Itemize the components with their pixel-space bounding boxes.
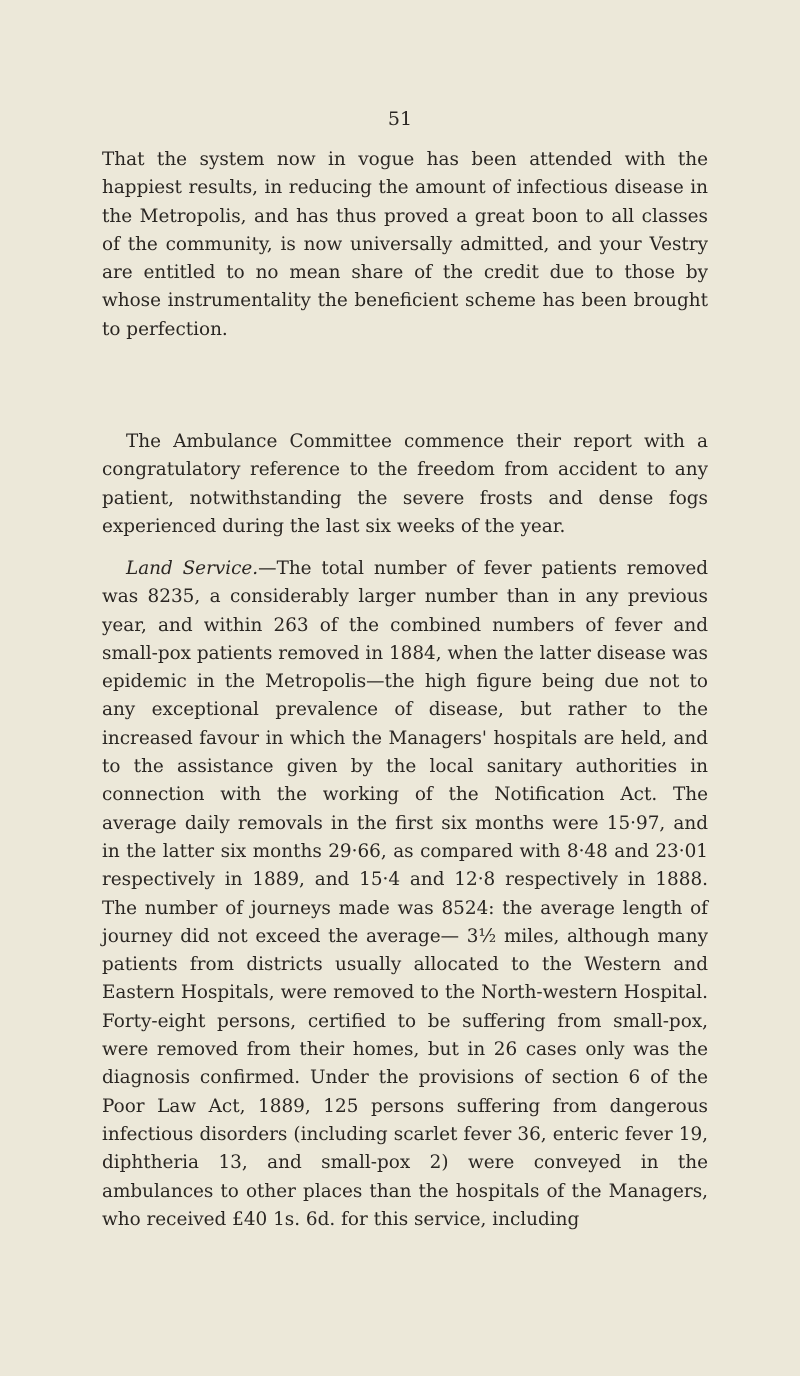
land-service-text: —The total number of fever patients removed was 8235, a considerably larger number than in any previous year, and within 263 of the combined numbers of fever and small-pox patients removed in 1884, when the latter disease was epidemic in the Metropolis—the high figure being due not to any exceptional prevalence of disease, but rather to the increased favour in which the Managers' hospitals are held, and to the assistance given by the local sanitary authorities in connection with the working of the Notification Act. The average daily removals in the first six months were 15·97, and in the latter six months 29·66, as compared with 8·48 and 23·01 respectively in 1889, and 15·4 and 12·8 respectively in 1888. The number of journeys made was 8524: the average length of journey did not exceed the average— 3½ miles, although many patients from districts usually allocated to the Western and Eastern Hospitals, were removed to the North-western Hospital. Forty-eight persons, certified to be suffering from small-pox, were removed from their homes, but in 26 cases only was the diagnosis confirmed. Under the provisions of section 6 of the Poor Law Act, 1889, 125 persons suffering from dangerous infectious disorders (including scarlet fever 36, enteric fever 19, diphtheria 13, and small-pox 2) were conveyed in the ambulances to other places than the hospitals of the Managers, who received £40 1s. 6d. for this service, including xyxy=(102,558,709,1230)
paragraph-land-service xyxy=(102,555,708,1234)
page-number: 51 xyxy=(387,108,413,130)
paragraph-system-results: That the system now in vogue has been attended with the happiest results, in reducing the amount of infectious disease in the Metropolis, and has thus proved a great boon to all classes of the community, is now universally admitted, and your Vestry are entitled to no mean share of the credit due to those by whose instrumentality the beneficient scheme has been brought to perfection. xyxy=(102,149,708,340)
paragraph-ambulance-committee: The Ambulance Committee commence their report with a congratulatory reference to the freedom from accident to any patient, notwithstanding the severe frosts and dense fogs experienced during the last six weeks of the year. xyxy=(102,431,708,537)
land-service-heading: Land Service. xyxy=(126,558,259,579)
